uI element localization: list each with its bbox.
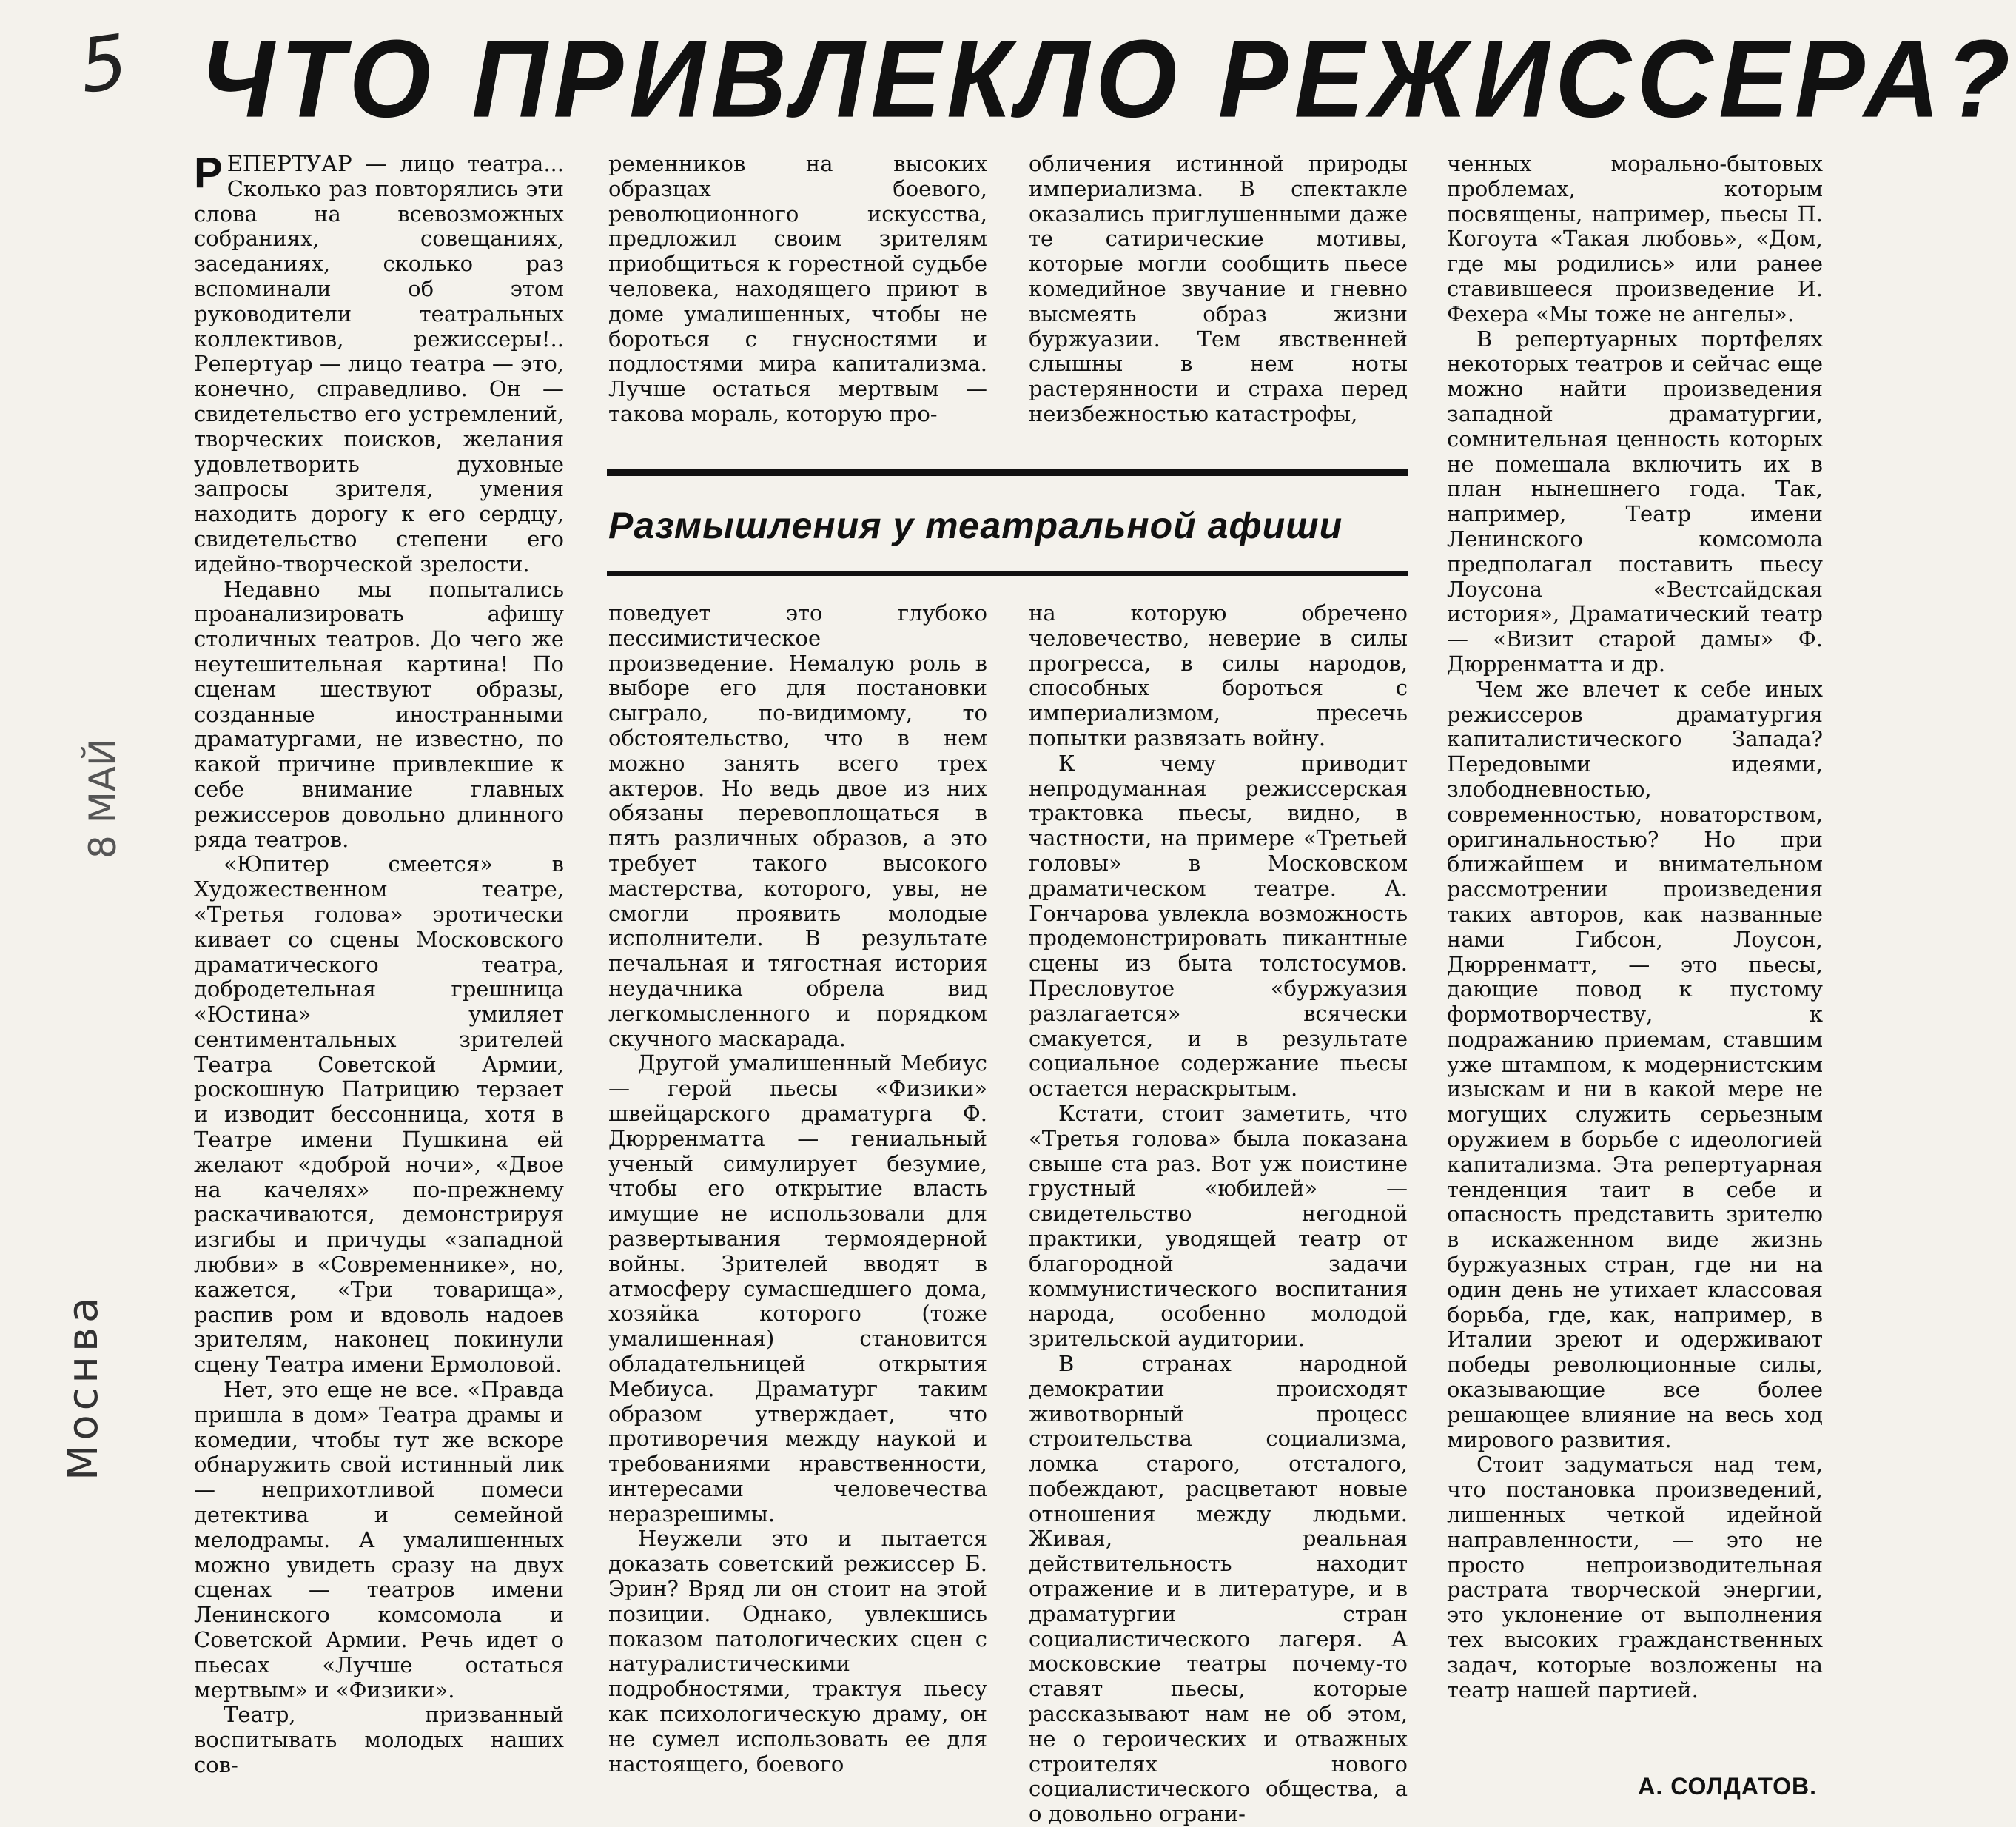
stamp-city: Моснва xyxy=(59,1293,107,1481)
paragraph: В странах народной демократии происходят животворный процесс строительства социализма, ломка старого, отсталого, побеждают, расцветают новые отношения между людьми. Живая, реальная действительность находит отражение и в литературе, и в драматургии стран социалистического лагеря. А московские театры почему-то ставят пьесы, которые рассказывают нам не об этом, не о героических и отважных строителях нового социалистического общества, а о довольно ограни- xyxy=(1029,1350,1408,1827)
paragraph: Недавно мы попытались проанализировать афишу столичных театров. До чего же неутешительная картина! По сценам шествуют образы, созданные иностранными драматургами, не известно, по какой причине привлекшие к себе внимание главных режиссеров довольно длинного ряда театров. xyxy=(194,576,564,852)
column-3-bottom xyxy=(1029,600,1408,1827)
column-3-top xyxy=(1029,152,1408,440)
column-2-top xyxy=(608,152,987,440)
paragraph: ременников на высоких образцах боевого, революционного искусства, предложил своим зрителям приобщиться к горестной судьбе человека, находящего приют в доме умалишенных, чтобы не бороться с гнусностями и подлостями мира капитализма. Лучше остаться мертвым — такова мораль, которую про- xyxy=(608,151,987,426)
author-signature: А. СОЛДАТОВ. xyxy=(1638,1773,1817,1800)
subhead-top-rule xyxy=(607,469,1408,476)
stamp-date: 8 МАЙ xyxy=(81,738,124,859)
paragraph: Стоит задуматься над тем, что постановка произведений, лишенных четкой идейной направленности, — это не просто непроизводительная растрата творческой энергии, это уклонение от выполнения тех высоких гражданственных задач, которые возложены на театр нашей партией. xyxy=(1447,1452,1823,1703)
subheading: Размышления у театральной афиши xyxy=(608,505,1343,546)
column-2-bottom xyxy=(608,601,987,1800)
column-4 xyxy=(1447,152,1823,1766)
paragraph: Неужели это и пытается доказать советский режиссер Б. Эрин? Вряд ли он стоит на этой позиции. Однако, увлекшись показом патологических сцен с натуралистическими подробностями, трактуя пьесу как психологическую драму, он не сумел использовать ее для настоящего, боевого xyxy=(608,1526,987,1777)
column-1 xyxy=(194,149,564,1799)
paragraph: на которую обречено человечество, неверие в силы прогресса, в силы народов, способных бороться с империализмом, пресечь попытки развязать войну. xyxy=(1029,600,1408,751)
paragraph: «Юпитер смеется» в Художественном театре, «Третья голова» эротически кивает со сцены Московского драматического театра, добродетельная грешница «Юстина» умиляет сентиментальных зрителей Театра Советской Армии, роскошную Патрицию терзает и изводит бессонница, хотя в Театре имени Пушкина ей желают «доброй ночи», «Двое на качелях» по-прежнему раскачиваются, демонстрируя изгибы и причуды «западной любви» в «Современнике», но, кажется, «Три товарища», распив ром и вдоволь надоев зрителям, наконец покинули сцену Театра имени Ермоловой. xyxy=(194,851,564,1378)
paragraph: РЕПЕРТУАР — лицо театра... Сколько раз повторялись эти слова на всевозможных собраниях, совещаниях, заседаниях, сколько раз вспоминали об этом руководители театральных коллективов, режиссеры!.. Репертуар — лицо театра — это, конечно, справедливо. Он — свидетельство его устремлений, творческих поисков, желания удовлетворить духовные запросы зрителя, умения находить дорогу к его сердцу, свидетельство степени его идейно-творческой зрелости. xyxy=(194,149,564,577)
subhead-bottom-rule xyxy=(607,571,1408,576)
drop-cap: Р xyxy=(194,149,223,197)
paragraph: К чему приводит непродуманная режиссерская трактовка пьесы, видно, в частности, на примере «Третьей головы» в Московском драматическом театре. А. Гончарова увлекла возможность продемонстрировать пикантные сцены из быта толстосумов. Пресловутое «буржуазия разлагается» всячески смакуется, и в результате социальное содержание пьесы остается нераскрытым. xyxy=(1029,750,1408,1102)
paragraph: Чем же влечет к себе иных режиссеров драматургия капиталистического Запада? Передовыми идеями, злободневностью, современностью, новаторством, оригинальностью? Но при ближайшем и внимательном рассмотрении произведения таких авторов, как названные нами Гибсон, Лоусон, Дюрренматт, — это пьесы, дающие повод к пустому формотворчеству, к подражанию приемам, ставшим уже штампом, к модернистским изыскам и ни в какой мере не могущих служить серьезным оружием в борьбе с идеологией капитализма. Эта репертуарная тенденция таит в себе и опасность представить зрителю в искаженном виде жизнь буржуазных стран, где ни на один день не утихает классовая борьба, где, как, например, в Италии зреют и одерживают победы революционные силы, оказывающие все более решающее влияние на весь ход мирового развития. xyxy=(1447,676,1823,1452)
paragraph: Театр, призванный воспитывать молодых наших сов- xyxy=(194,1702,564,1777)
paragraph: В репертуарных портфелях некоторых театров и сейчас еще можно найти произведения западной драматургии, сомнительная ценность которых не помешала включить их в план нынешнего года. Так, например, Театр имени Ленинского комсомола предполагал поставить пьесу Лоусона «Вестсайдская история», Драматический театр — «Визит старой дамы» Ф. Дюрренматта и др. xyxy=(1447,326,1823,677)
paragraph: поведует это глубоко пессимистическое произведение. Немалую роль в выборе его для постановки сыграло, по-видимому, то обстоятельство, что в нем можно занять всего трех актеров. Но ведь двое из них обязаны перевоплощаться в пять различных образов, а это требует такого высокого мастерства, которого, увы, не смогли проявить молодые исполнители. В результате печальная и тягостная история неудачника обрела вид легкомысленного и порядком скучного маскарада. xyxy=(608,600,987,1051)
paragraph: обличения истинной природы империализма. В спектакле оказались приглушенными даже те сатирические мотивы, которые могли сообщить пьесе комедийное звучание и гневно высмеять образ жизни буржуазии. Тем явственней слышны в нем ноты растерянности и страха перед неизбежностью катастрофы, xyxy=(1029,151,1408,426)
paragraph: Другой умалишенный Мебиус — герой пьесы «Физики» швейцарского драматурга Ф. Дюрренматта — гениальный ученый симулирует безумие, чтобы его открытие власть имущие не использовали для развертывания термоядерной войны. Зрителей вводят в атмосферу сумасшедшего дома, хозяйка которого (тоже умалишенная) становится обладательницей открытия Мебиуса. Драматург таким образом утверждает, что противоречия между наукой и требованиями нравственности, интересами человечества неразрешимы. xyxy=(608,1050,987,1526)
margin-page-number: 5 xyxy=(74,18,133,110)
headline: ЧТО ПРИВЛЕКЛО РЕЖИССЕРА? xyxy=(200,17,2016,141)
paragraph: Нет, это еще не все. «Правда пришла в дом» Театра драмы и комедии, чтобы тут же вскоре обнаружить свой истинный лик — неприхотливой помеси детектива и семейной мелодрамы. А умалишенных можно увидеть сразу на двух сценах — театров имени Ленинского комсомола и Советской Армии. Речь идет о пьесах «Лучше остаться мертвым» и «Физики». xyxy=(194,1377,564,1703)
paragraph: ченных морально-бытовых проблемах, которым посвящены, например, пьесы П. Когоута «Такая любовь», «Дом, где мы родились» или ранее ставившееся произведение И. Фехера «Мы тоже не ангелы». xyxy=(1447,151,1823,326)
paragraph: Кстати, стоит заметить, что «Третья голова» была показана свыше ста раз. Вот уж поистине грустный «юбилей» — свидетельство негодной практики, уводящей театр от благородной задачи коммунистического воспитания народа, особенно молодой зрительской аудитории. xyxy=(1029,1100,1408,1352)
stamp-date-block xyxy=(81,696,141,859)
